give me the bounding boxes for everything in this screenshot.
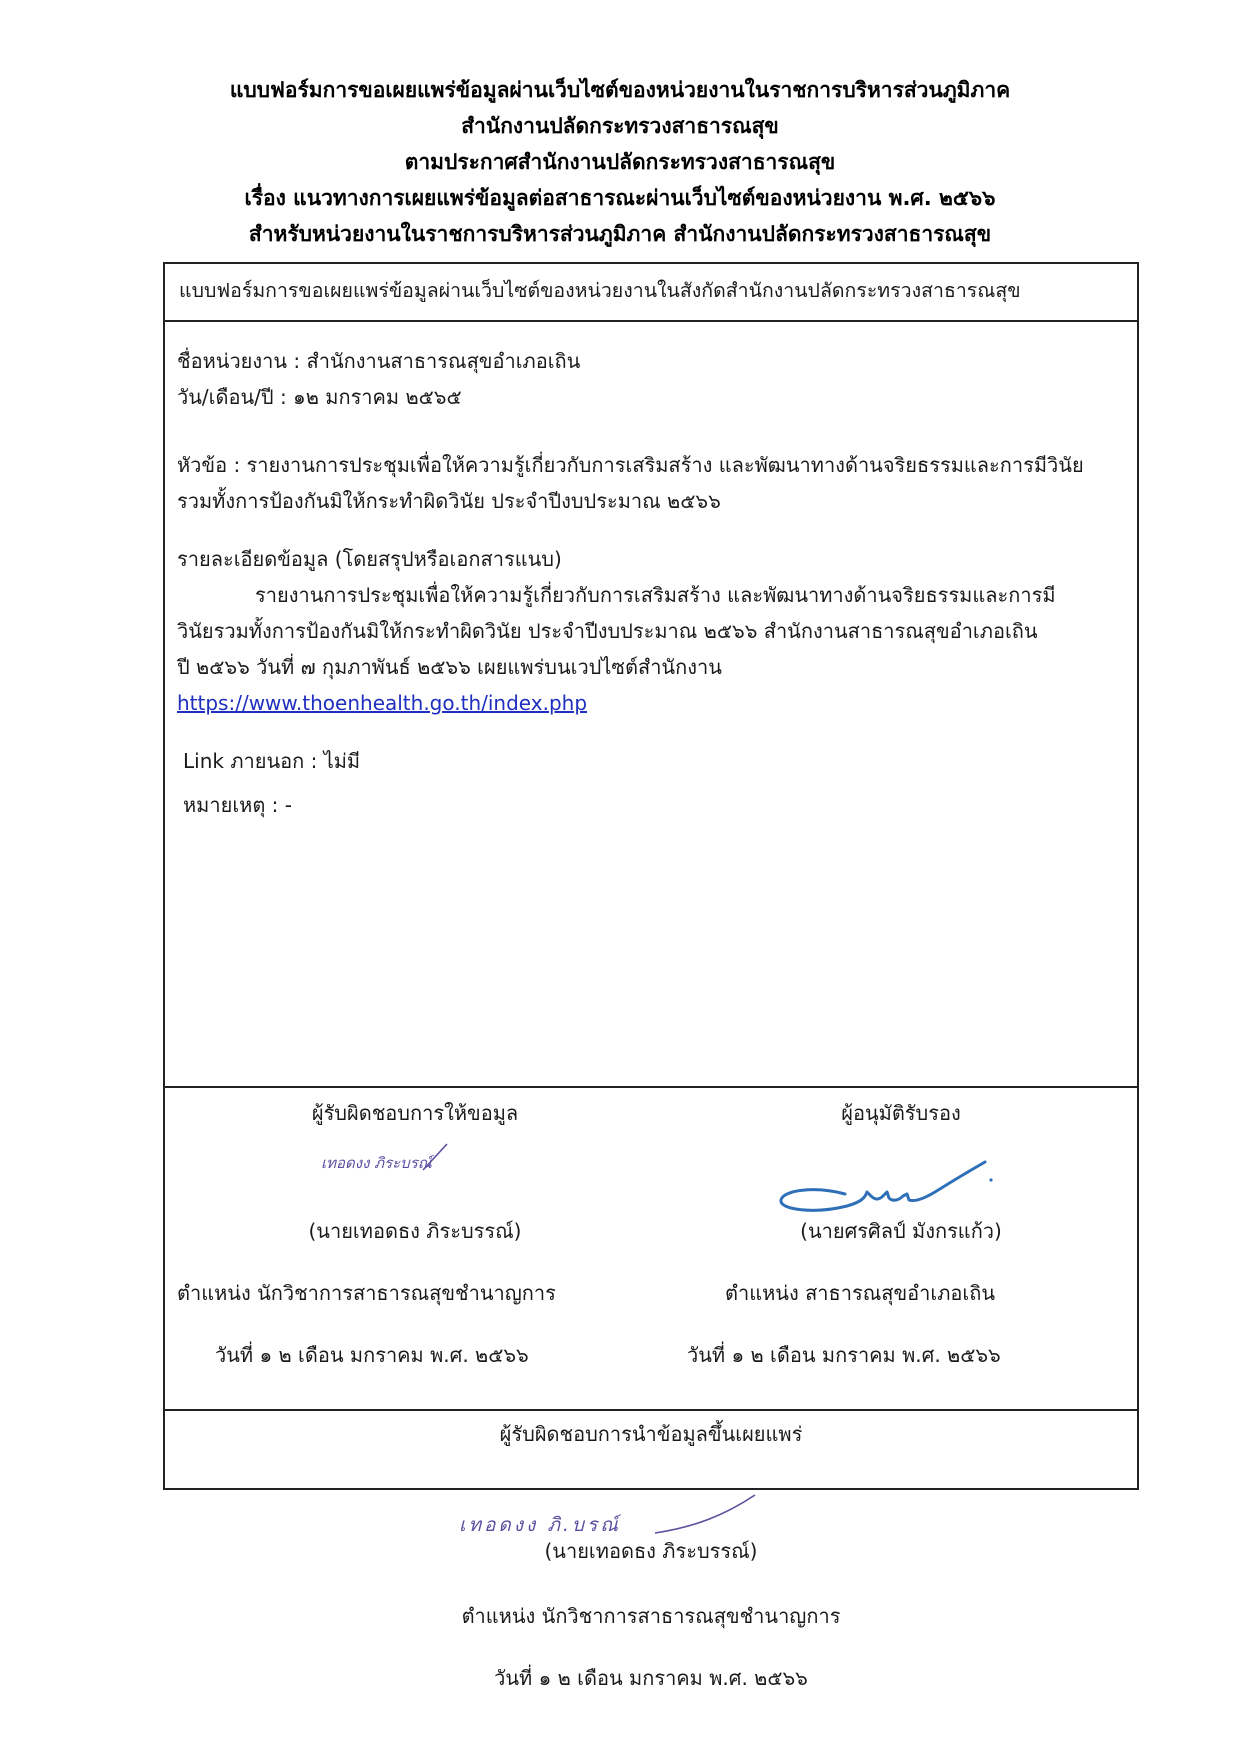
approver-role: ผู้อนุมัติรับรอง: [841, 1101, 961, 1125]
header-line-2: สำนักงานปลัดกระทรวงสาธารณสุข: [461, 114, 779, 138]
detail-line-2: วินัยรวมทั้งการป้องกันมิให้กระทำผิดวินัย ประจำปีงบประมาณ ๒๕๖๖ สำนักงานสาธารณสุขอำเภอเถิน: [177, 619, 1038, 643]
form-date: วัน/เดือน/ปี : ๑๒ มกราคม ๒๕๖๕: [177, 385, 462, 409]
detail-line-1: รายงานการประชุมเพื่อให้ความรู้เกี่ยวกับการเสริมสร้าง และพัฒนาทางด้านจริยธรรมและการมี: [255, 583, 1056, 607]
publisher-date: วันที่ ๑ ๒ เดือน มกราคม พ.ศ. ๒๕๖๖: [494, 1666, 808, 1690]
detail-label: รายละเอียดข้อมูล (โดยสรุปหรือเอกสารแนบ): [177, 547, 562, 571]
publisher-name: (นายเทอดธง ภิระบรรณ์): [544, 1539, 758, 1563]
topic-line-1: หัวข้อ : รายงานการประชุมเพื่อให้ความรู้เกี่ยวกับการเสริมสร้าง และพัฒนาทางด้านจริยธรรมและการมีวินัย: [177, 453, 1084, 477]
provider-signature-text: เทอดงง ภิระบรณ์: [321, 1154, 432, 1172]
provider-date: วันที่ ๑ ๒ เดือน มกราคม พ.ศ. ๒๕๖๖: [215, 1343, 529, 1367]
provider-position: ตำแหน่ง นักวิชาการสาธารณสุขชำนาญการ: [177, 1281, 556, 1305]
approver-signature-icon: [775, 1152, 1005, 1222]
form-detail-row: [165, 322, 1137, 1088]
header-line-3: ตามประกาศสำนักงานปลัดกระทรวงสาธารณสุข: [404, 150, 836, 174]
provider-role: ผู้รับผิดชอบการให้ขอมูล: [311, 1101, 519, 1125]
agency-name: ชื่อหน่วยงาน : สำนักงานสาธารณสุขอำเภอเถิน: [177, 349, 581, 373]
signature-row: [165, 1088, 1137, 1411]
approver-date: วันที่ ๑ ๒ เดือน มกราคม พ.ศ. ๒๕๖๖: [687, 1343, 1001, 1367]
external-link-field: Link ภายนอก : ไม่มี: [183, 749, 361, 773]
provider-signature: [315, 1136, 455, 1184]
publisher-signature-text: เทอดงง ภิ.บรณ์: [459, 1514, 621, 1536]
website-link[interactable]: https://www.thoenhealth.go.th/index.php: [177, 691, 588, 715]
header-line-4: เรื่อง แนวทางการเผยแพร่ข้อมูลต่อสาธารณะผ่านเว็บไซต์ของหน่วยงาน พ.ศ. ๒๕๖๖: [244, 186, 996, 210]
header-line-1: แบบฟอร์มการขอเผยแพร่ข้อมูลผ่านเว็บไซต์ของหน่วยงานในราชการบริหารส่วนภูมิภาค: [229, 78, 1011, 102]
approver-position: ตำแหน่ง สาธารณสุขอำเภอเถิน: [725, 1281, 996, 1305]
publisher-role: ผู้รับผิดชอบการนำข้อมูลขึ้นเผยแพร่: [499, 1422, 803, 1446]
detail-line-3: ปี ๒๕๖๖ วันที่ ๗ กุมภาพันธ์ ๒๕๖๖ เผยแพร่บนเวปไซต์สำนักงาน: [177, 655, 722, 679]
publisher-row: [165, 1411, 1137, 1754]
form-title: แบบฟอร์มการขอเผยแพร่ข้อมูลผ่านเว็บไซต์ของหน่วยงานในสังกัดสำนักงานปลัดกระทรวงสาธารณสุข: [179, 279, 1021, 302]
publisher-position: ตำแหน่ง นักวิชาการสาธารณสุขชำนาญการ: [461, 1604, 841, 1628]
document-header: [0, 72, 1240, 252]
remark-field: หมายเหตุ : -: [183, 793, 292, 817]
approver-name: (นายศรศิลป์ มังกรแก้ว): [800, 1219, 1002, 1243]
topic-line-2: รวมทั้งการป้องกันมิให้กระทำผิดวินัย ประจำปีงบประมาณ ๒๕๖๖: [177, 489, 721, 513]
form-table: [163, 262, 1139, 1690]
provider-name: (นายเทอดธง ภิระบรรณ์): [308, 1219, 522, 1243]
form-title-row: [165, 264, 1137, 322]
header-line-5: สำหรับหน่วยงานในราชการบริหารส่วนภูมิภาค สำนักงานปลัดกระทรวงสาธารณสุข: [248, 222, 992, 246]
